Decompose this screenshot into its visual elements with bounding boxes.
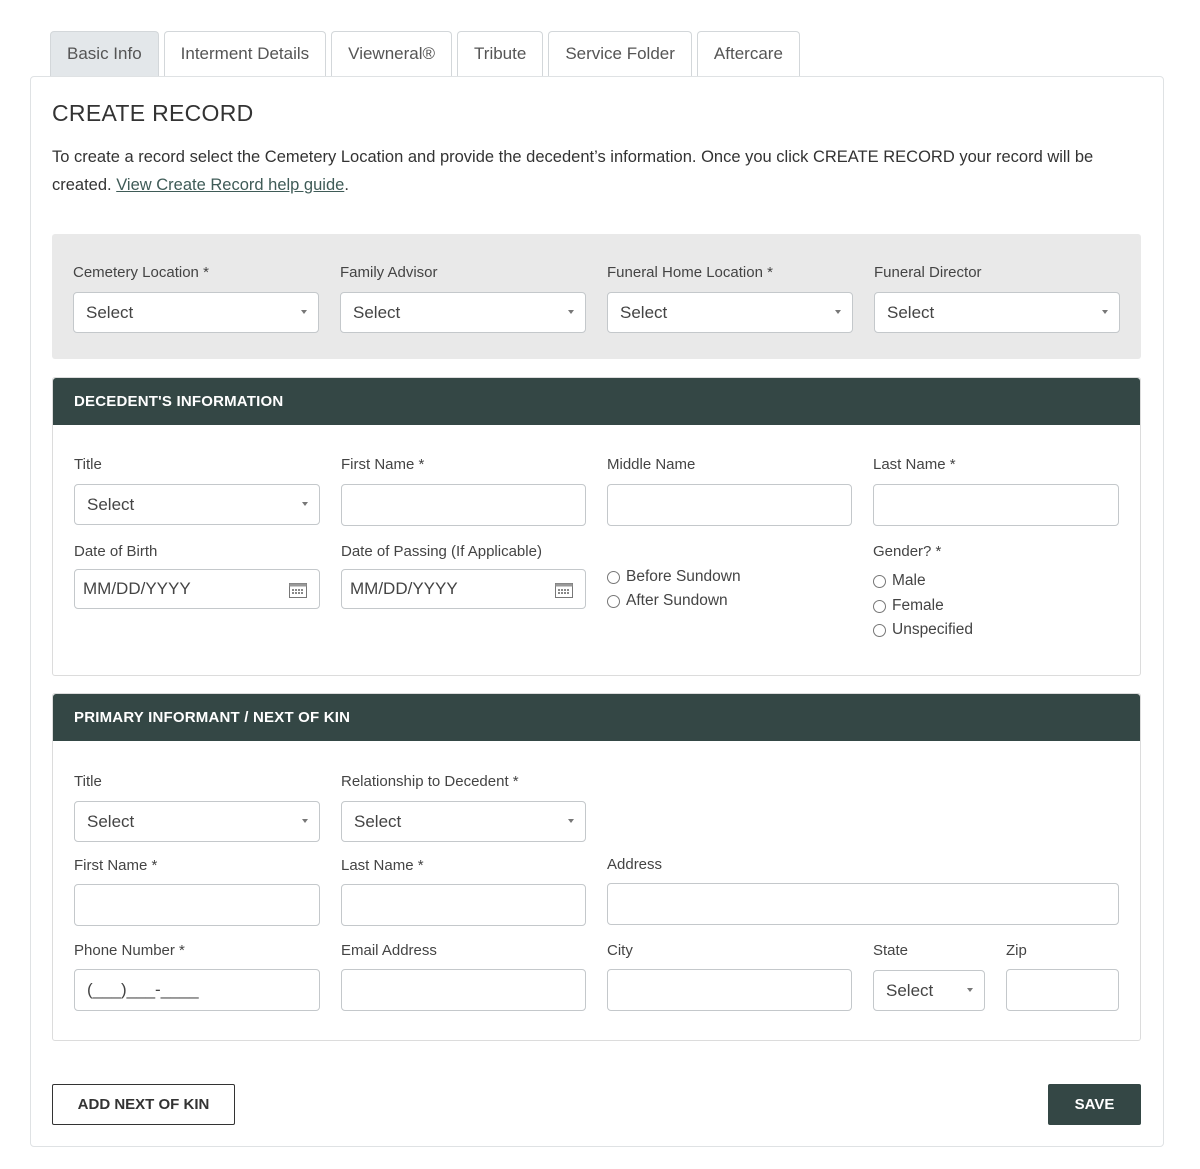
calendar-icon[interactable] [555,582,573,598]
date-of-birth-input[interactable] [74,569,320,609]
informant-first-name-label: First Name * [74,857,158,874]
decedent-middle-name-input[interactable] [607,484,852,526]
chevron-down-icon [967,988,973,992]
funeral-director-label: Funeral Director [874,264,982,281]
cemetery-location-label: Cemetery Location * [73,264,209,281]
radio-label: Unspecified [892,621,973,638]
decedent-section [52,377,1141,676]
date-of-passing-label: Date of Passing (If Applicable) [341,543,542,560]
tab-interment-details[interactable]: Interment Details [164,31,327,77]
cemetery-location-select[interactable] [73,292,319,333]
calendar-icon[interactable] [289,582,307,598]
decedent-last-name-input[interactable] [873,484,1119,526]
chevron-down-icon [568,310,574,314]
add-next-of-kin-button[interactable]: ADD NEXT OF KIN [52,1084,235,1125]
save-button[interactable]: SAVE [1048,1084,1141,1125]
select-value: Select [886,981,934,1000]
radio-circle [873,624,886,637]
relationship-label: Relationship to Decedent * [341,773,519,790]
family-advisor-select[interactable] [340,292,586,333]
chevron-down-icon [301,310,307,314]
decedent-section-header: DECEDENT'S INFORMATION [53,378,1140,425]
informant-title-label: Title [74,773,102,790]
phone-number-label: Phone Number * [74,942,185,959]
chevron-down-icon [302,819,308,823]
informant-first-name-input[interactable] [74,884,320,926]
family-advisor-label: Family Advisor [340,264,438,281]
tab-basic-info[interactable]: Basic Info [50,31,159,77]
help-guide-link[interactable]: View Create Record help guide [116,176,345,194]
zip-label: Zip [1006,942,1027,959]
radio-label: Male [892,572,926,589]
decedent-first-name-input[interactable] [341,484,586,526]
after-sundown-radio[interactable] [607,592,728,610]
tab-viewneral[interactable]: Viewneral® [331,31,452,77]
radio-circle [873,575,886,588]
intro-body: To create a record select the Cemetery Location and provide the decedent’s information. Once you click CREATE RECORD your record will be created. [52,148,1094,194]
relationship-select[interactable] [341,801,586,842]
gender-female-radio[interactable] [873,597,944,615]
state-select[interactable] [873,970,985,1011]
gender-unspecified-radio[interactable] [873,621,973,639]
tab-bar [50,31,805,77]
date-of-passing-input[interactable] [341,569,586,609]
radio-circle [607,595,620,608]
funeral-director-select[interactable] [874,292,1120,333]
page-title: CREATE RECORD [52,100,254,126]
city-label: City [607,942,633,959]
decedent-title-label: Title [74,456,102,473]
state-label: State [873,942,909,959]
informant-last-name-label: Last Name * [341,857,424,874]
address-input[interactable] [607,883,1119,925]
informant-last-name-input[interactable] [341,884,586,926]
chevron-down-icon [1102,310,1108,314]
radio-label: Female [892,597,944,614]
funeral-home-location-select[interactable] [607,292,853,333]
select-value: Select [87,812,135,831]
gender-male-radio[interactable] [873,572,926,590]
decedent-last-name-label: Last Name * [873,456,956,473]
chevron-down-icon [835,310,841,314]
zip-input[interactable] [1006,969,1119,1011]
date-of-birth-label: Date of Birth [74,543,158,560]
select-value: Select [87,495,135,514]
informant-section-header: PRIMARY INFORMANT / NEXT OF KIN [53,694,1140,741]
before-sundown-radio[interactable] [607,568,741,586]
tab-tribute[interactable]: Tribute [457,31,543,77]
funeral-home-location-label: Funeral Home Location * [607,264,773,281]
email-address-label: Email Address [341,942,437,959]
informant-title-select[interactable] [74,801,320,842]
chevron-down-icon [302,502,308,506]
decedent-first-name-label: First Name * [341,456,425,473]
select-value: Select [86,303,134,322]
address-label: Address [607,856,663,873]
city-input[interactable] [607,969,852,1011]
tab-service-folder[interactable]: Service Folder [548,31,692,77]
radio-label: After Sundown [626,592,728,609]
email-address-input[interactable] [341,969,586,1011]
phone-number-input[interactable] [74,969,320,1011]
select-value: Select [354,812,402,831]
decedent-title-select[interactable] [74,484,320,525]
decedent-middle-name-label: Middle Name [607,456,696,473]
select-value: Select [620,303,668,322]
radio-label: Before Sundown [626,568,741,585]
select-value: Select [887,303,935,322]
select-value: Select [353,303,401,322]
radio-circle [873,600,886,613]
radio-circle [607,571,620,584]
tab-aftercare[interactable]: Aftercare [697,31,800,77]
chevron-down-icon [568,819,574,823]
intro-text [52,143,1142,199]
intro-end: . [344,176,349,194]
gender-label: Gender? * [873,543,942,560]
